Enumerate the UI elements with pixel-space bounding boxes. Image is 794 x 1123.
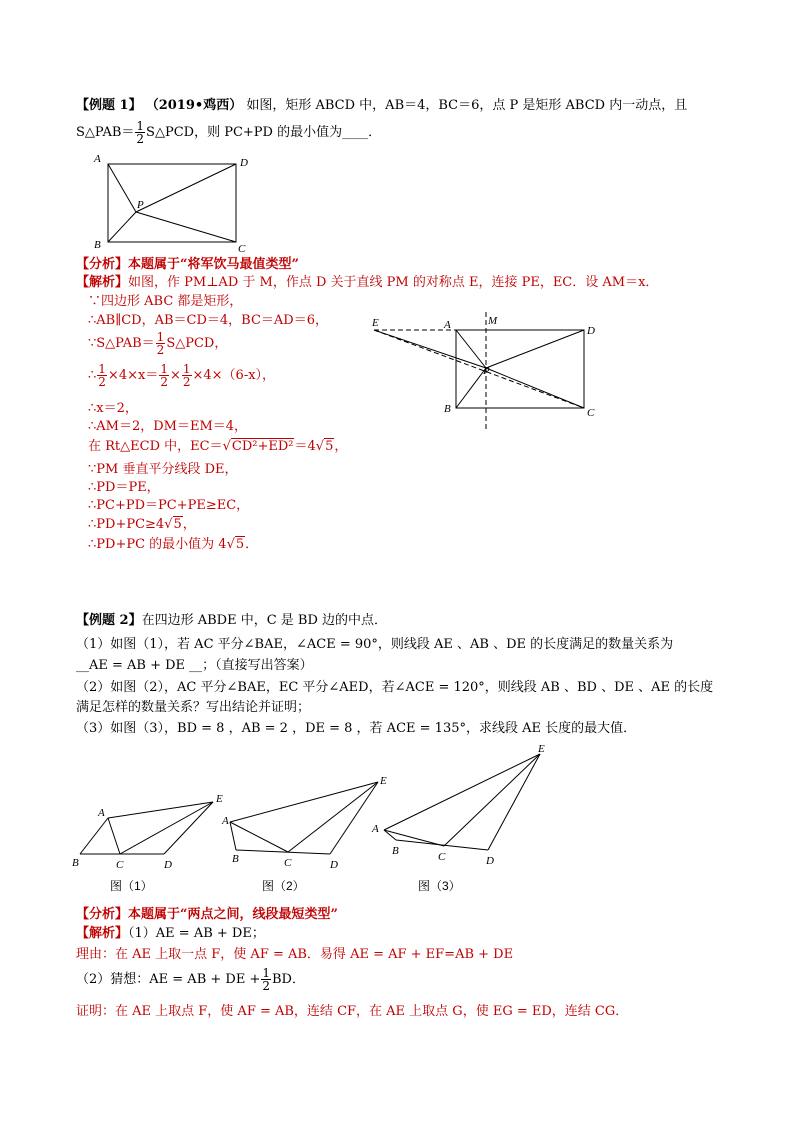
ex1-cond-right: S△PCD，则 PC+PD 的最小值为____． <box>146 125 382 140</box>
ex1-step9: ∴PD＝PE， <box>88 480 160 495</box>
ex2-label: 【例题 2】 <box>76 613 142 628</box>
ex1-line2 <box>76 119 381 147</box>
ex1-analysis-text: 本题属于“将军饮马最值类型” <box>128 257 299 272</box>
ex2-solution-1: 【解析】（1）AE = AB + DE； <box>76 926 265 941</box>
svg-text:C: C <box>116 859 124 871</box>
svg-text:A: A <box>372 823 379 835</box>
ex2-line1 <box>76 612 387 629</box>
ex2-reason: 理由：在 AE 上取一点 F，使 AF = AB．易得 AE = AF + EF=AB + DE <box>76 947 514 962</box>
label-D: D <box>240 157 248 169</box>
ex2-figure-3 <box>366 740 566 900</box>
ex1-step5: ∴x＝2， <box>88 401 138 416</box>
ex1-cond-fraction: $\frac{1}{2}$ <box>136 119 145 146</box>
svg-text:D: D <box>486 855 494 867</box>
svg-text:B: B <box>232 853 239 865</box>
label-A: A <box>94 153 101 165</box>
ex2-analysis-text: 本题属于“两点之间，线段最短类型” <box>128 907 338 922</box>
ex1-cond-left: S△PAB＝ <box>76 125 135 140</box>
svg-text:B: B <box>392 845 399 857</box>
ex1-step12: ∴PD+PC 的最小值为 4√5． <box>88 537 259 552</box>
caption-fig2: 图（2） <box>262 879 305 893</box>
ex1-source: （2019•鸡西） <box>145 98 243 113</box>
ex1-analysis <box>76 256 299 273</box>
label-A2: A <box>444 319 451 331</box>
rectangle-abcd <box>108 164 236 242</box>
ex1-step4: ∴ $\frac{1}{2}$ ×4×x＝ $\frac{1}{2}$ × $\frac{1}{2}$ ×4×（6-x）， <box>88 362 276 389</box>
ex2-solution-label: 【解析】 <box>76 926 129 941</box>
ex1-solution-first <box>76 274 658 291</box>
label-B: B <box>94 239 101 251</box>
caption-fig3: 图（3） <box>418 879 461 893</box>
ex1-step8: ∵PM 垂直平分线段 DE， <box>88 462 238 477</box>
caption-fig1: 图（1） <box>110 879 153 893</box>
ex1-step3: ∵S△PAB＝ $\frac{1}{2}$ S△PCD， <box>88 330 228 357</box>
svg-text:E: E <box>380 775 387 787</box>
ex2-q1-answer: __AE = AB + DE __；（直接写出答案） <box>76 658 313 673</box>
ex1-step10: ∴PC+PD＝PC+PE≥EC， <box>88 498 250 513</box>
ex2-q2b: 满足怎样的数量关系？写出结论并证明； <box>76 700 311 715</box>
ex1-step6: ∴AM＝2，DM＝EM＝4， <box>88 419 248 434</box>
label-B2: B <box>444 403 451 415</box>
ex2-q3: （3）如图（3），BD = 8 ，AB = 2 ，DE = 8 ，若 ACE = 135°，求线段 AE 长度的最大值． <box>76 721 637 736</box>
ex1-line1 <box>76 97 687 114</box>
ex1-stem: 如图，矩形 ABCD 中，AB＝4，BC＝6，点 P 是矩形 ABCD 内一动点，且 <box>246 98 688 113</box>
ex1-step1: ∵四边形 ABC 都是矩形， <box>88 294 243 309</box>
ex1-solution-text: 如图，作 PM⊥AD 于 M，作点 D 关于直线 PM 的对称点 E，连接 PE，EC．设 AM＝x． <box>128 275 659 290</box>
label-E: E <box>372 317 379 329</box>
ex2-stem: 在四边形 ABDE 中，C 是 BD 边的中点． <box>141 613 388 628</box>
ex1-step7: 在 Rt△ECD 中，EC＝√CD²+ED²＝4√5， <box>88 439 348 454</box>
ex2-q2a: （2）如图（2），AC 平分∠BAE，EC 平分∠AED，若∠ACE = 120°，则线段 AB 、BD 、DE 、AE 的长度 <box>76 680 714 695</box>
line-ep <box>374 330 486 368</box>
ex2-proof: 证明：在 AE 上取点 F，使 AF = AB，连结 CF，在 AE 上取点 G，使 EG = ED，连结 CG． <box>76 1004 629 1019</box>
svg-text:E: E <box>538 743 545 755</box>
label-P: P <box>137 199 144 211</box>
label-C: C <box>238 243 246 254</box>
svg-text:E: E <box>216 793 223 805</box>
ex2-q1: （1）如图（1），若 AC 平分∠BAE，∠ACE = 90°，则线段 AE 、AB 、DE 的长度满足的数量关系为 <box>76 637 674 652</box>
label-D2: D <box>587 325 595 337</box>
ex1-step11: ∴PD+PC≥4√5， <box>88 517 196 532</box>
ex1-figure-2 <box>364 310 604 434</box>
rectangle-abcd-2 <box>456 330 584 408</box>
ex2-guess: （2）猜想：AE = AB + DE + $\frac{1}{2}$ BD． <box>76 966 305 993</box>
ex1-solution-label: 【解析】 <box>76 275 129 290</box>
svg-text:D: D <box>164 859 172 871</box>
label-M: M <box>488 315 498 327</box>
ex2-figure-1 <box>68 790 238 900</box>
svg-text:D: D <box>330 859 338 871</box>
svg-text:C: C <box>438 851 446 863</box>
ex1-step2: ∴AB∥CD，AB＝CD＝4，BC＝AD＝6， <box>88 313 328 328</box>
svg-text:B: B <box>72 857 79 869</box>
ex2-analysis <box>76 906 338 923</box>
label-C2: C <box>587 407 595 419</box>
label-P2: P <box>483 365 490 377</box>
svg-text:C: C <box>284 857 292 869</box>
svg-text:A: A <box>222 815 229 827</box>
ex1-label: 【例题 1】 <box>76 98 142 113</box>
ex2-analysis-label: 【分析】 <box>76 907 129 922</box>
svg-text:A: A <box>98 807 105 819</box>
ex1-figure <box>88 150 258 254</box>
ex1-analysis-label: 【分析】 <box>76 257 129 272</box>
